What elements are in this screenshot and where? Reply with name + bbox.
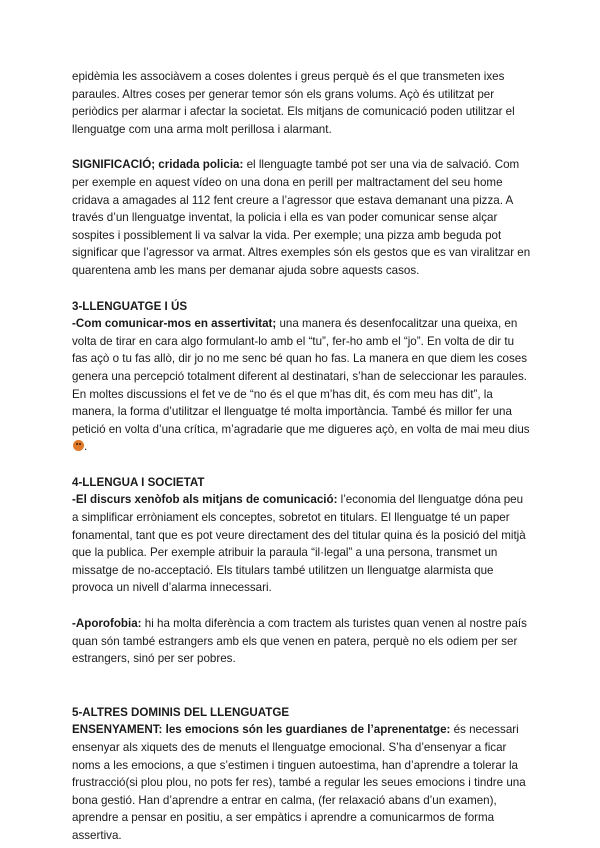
- intro-paragraph: epidèmia les associàvem a coses dolentes i greus perquè és el que transmeten ixes paraules. Altres coses per generar temor són els grans volums. Açò és utilitzat per periòdics per alarmar i afectar la societat. Els mitjans de comunicació poden utilitzar el llenguatge com una arma molt perillosa i alarmant.: [72, 70, 515, 136]
- section4-item1: [72, 491, 532, 597]
- section4-item1-text: l’economia del llenguatge dóna peu a simplificar erròniament els conceptes, sobretot en titulars. El llenguatge té un paper fonamental, tant que es pot veure directament des del titular quina és la posició del mitjà que la publica. Per exemple atribuir la paraula “il·legal” a una persona, transmet un missatge de no-acceptació. Els titulars també utilitzen un llenguatge alarmista que provoca un nivell d’alarma innecessari.: [72, 493, 526, 595]
- significacio-paragraph: [72, 156, 532, 279]
- section5-text: és necessari ensenyar als xiquets des de menuts el llenguatge emocional. S’ha d’ensenyar a ficar noms a les emocions, a que s’estimen i tinguen autoestima, han d’aprendre a tolerar la frustracció(si plou plou, no pots fer res), també a regular les seues emocions i tindre una bona gestió. Han d’aprendre a entrar en calma, (fer relaxació abans d’un examen), aprendre a pensar en positiu, a ser empàtics i aprendre a comunicarmos de forma assertiva.: [72, 723, 526, 842]
- section3-paragraph: -Com comunicar-mos en assertivitat; una manera és desenfocalitzar una queixa, en volta de tirar en cara algo formulant-lo amb el “tu”, fer-ho amb el “jo”. En volta de dir tu fas açò o tu fas allò, dir jo no me senc bé quan ho fas. La manera en que diem les coses genera una percepció totalment diferent al destinatari, s’han de seleccionar les paraules. En moltes discussions el fet ve de “no és el que m’has dit, és com meu has dit”, la manera, la forma d’utilitzar el llenguatge té molta importància. També és millor fer una petició en volta d’una crítica, m’agradarie que me digueres açò, en volta de mai meu dius.: [72, 317, 530, 454]
- significacio-text: el llenguagte també pot ser una via de salvació. Com per exemple en aquest vídeo on una dona en perill per maltractament del seu home cridava a amagades al 112 fent creure a l’agressor que estava demanant una pizza. A través d’un llenguatge inventat, la policia i ella es van poder comunicar sense alçar sospites i possiblement li va salvar la vida. Per exemple; una pizza amb beguda pot significar que l’agressor va armat. Altres exemples són els gestos que es van viralitzar en quarentena amb les mans per demanar ajuda sobre aquests casos.: [72, 158, 531, 277]
- section5-title: 5-ALTRES DOMINIS DEL LLENGUATGE: [72, 705, 290, 719]
- document-page: [72, 68, 532, 845]
- section5-paragraph: [72, 721, 532, 844]
- section4-title: 4-LLENGUA I SOCIETAT: [72, 475, 205, 489]
- section3-subheading: -Com comunicar-mos en assertivitat;: [72, 317, 277, 331]
- section4-item2: [72, 615, 532, 668]
- section5-subheading: ENSENYAMENT: les emocions són les guardianes de l’aprenentatge:: [72, 723, 451, 737]
- section4-item2-text: hi ha molta diferència a com tractem als turistes quan venen al nostre país quan són també estrangers amb els que venen en patera, perquè no els odiem per ser estrangers, sinó per ser pobres.: [72, 617, 527, 666]
- section4-item2-heading: -Aporofobia:: [72, 617, 142, 631]
- angry-face-icon: [73, 440, 84, 451]
- section3-title: 3-LLENGUATGE I ÚS: [72, 299, 188, 313]
- significacio-heading: SIGNIFICACIÓ; cridada policia:: [72, 158, 244, 172]
- section3-text: una manera és desenfocalitzar una queixa, en volta de tirar en cara algo formulant-lo amb el “tu”, fer-ho amb el “jo”. En volta de dir tu fas açò o tu fas allò, dir jo no me senc bé quan ho fas. La manera en que diem les coses genera una percepció totalment diferent al destinatari, s’han de seleccionar les paraules. En moltes discussions el fet ve de “no és el que m’has dit, és com meu has dit”, la manera, la forma d’utilitzar el llenguatge té molta importància. També és millor fer una petició en volta d’una crítica, m’agradarie que me digueres açò, en volta de mai meu dius: [72, 317, 530, 436]
- section4-item1-heading: -El discurs xenòfob als mitjans de comunicació:: [72, 493, 338, 507]
